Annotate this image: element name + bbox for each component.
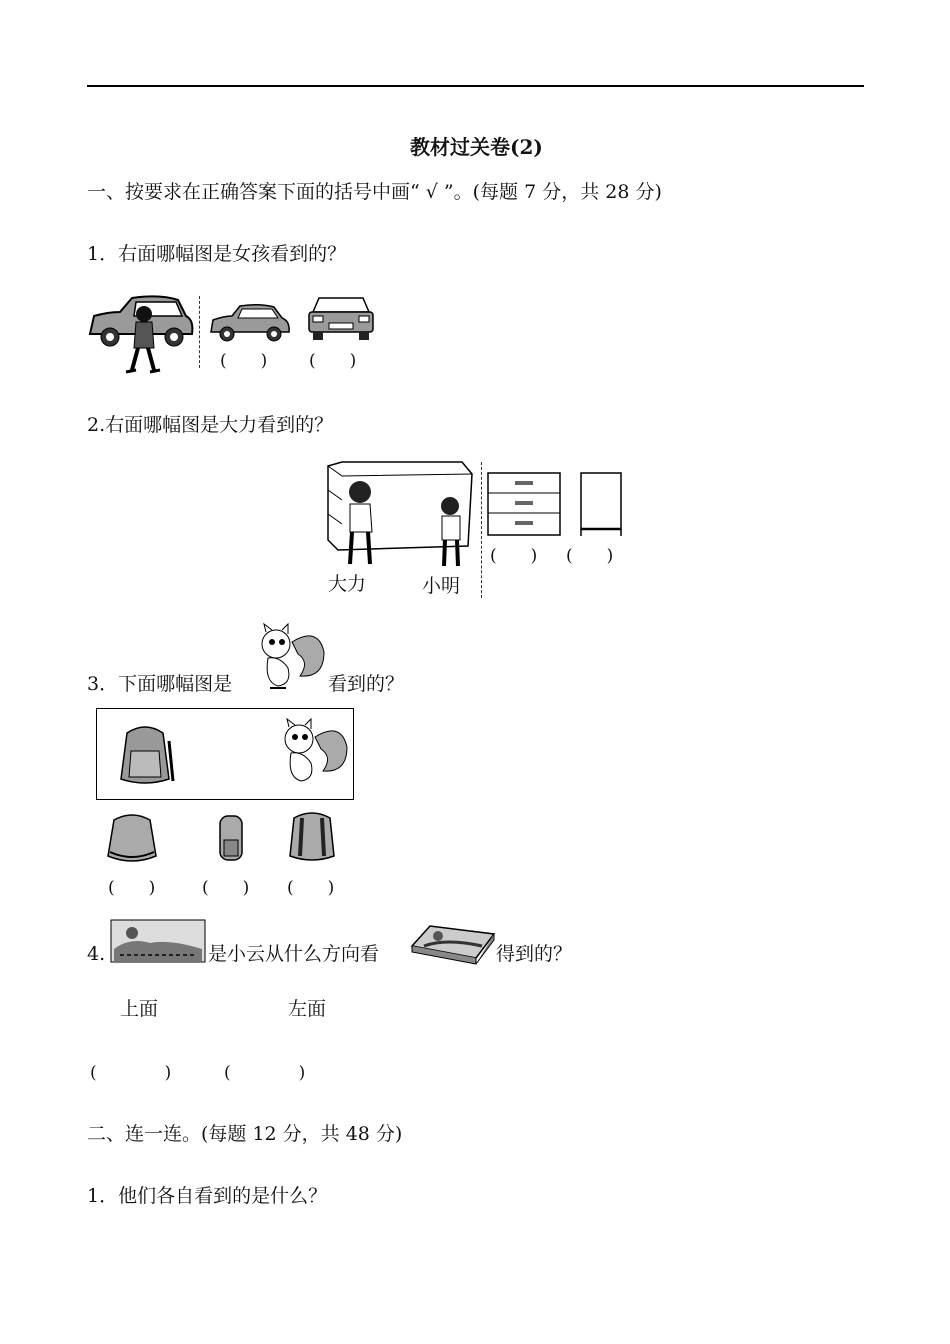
q3-text-before: 3．下面哪幅图是 <box>87 673 233 695</box>
q3-option-1[interactable]: ( ) <box>108 878 156 898</box>
q4-option-2[interactable]: ( ) <box>224 1063 306 1083</box>
q2-option-1[interactable]: ( ) <box>490 546 538 566</box>
q3-scene-box <box>96 708 354 800</box>
label-dali: 大力 <box>328 573 367 595</box>
q1-option-2[interactable]: ( ) <box>309 351 357 371</box>
picture-tilted-view-icon <box>410 920 496 964</box>
label-xiaoming: 小明 <box>422 575 461 597</box>
top-rule <box>87 85 864 87</box>
q2-divider <box>481 462 482 598</box>
q3-text-after: 看到的？ <box>328 673 405 695</box>
q4-choice-top: 上面 <box>120 998 159 1020</box>
q4-option-1[interactable]: ( ) <box>90 1063 172 1083</box>
car-front-view <box>307 294 375 342</box>
q1-text: 1．右面哪幅图是女孩看到的？ <box>87 243 347 265</box>
q4-choice-left: 左面 <box>288 998 327 1020</box>
q2-option-2[interactable]: ( ) <box>566 546 614 566</box>
backpack-front-icon <box>104 812 160 864</box>
section2-q1-text: 1．他们各自看到的是什么？ <box>87 1185 328 1207</box>
section1-heading: 一、按要求在正确答案下面的括号中画“ √ ”。(每题 7 分，共 28 分) <box>87 181 662 203</box>
car-side-view <box>208 302 292 344</box>
backpack-icon <box>115 721 175 787</box>
q4-text-after: 得到的？ <box>496 943 573 965</box>
squirrel-icon <box>252 622 326 694</box>
q2-text: 2.右面哪幅图是大力看到的？ <box>87 414 334 436</box>
q4-number: 4. <box>87 943 106 965</box>
girl-with-car-image <box>86 292 196 378</box>
squirrel-in-scene-icon <box>275 717 349 789</box>
backpack-side-icon <box>216 812 246 864</box>
backpack-back-icon <box>286 810 338 864</box>
q3-option-3[interactable]: ( ) <box>287 878 335 898</box>
landscape-picture-icon <box>110 919 206 963</box>
page-title: 教材过关卷(2) <box>410 135 543 159</box>
dresser-side-view <box>580 472 622 536</box>
q1-divider <box>199 296 200 368</box>
dresser-with-boys-image <box>322 460 472 572</box>
q3-option-2[interactable]: ( ) <box>202 878 250 898</box>
dresser-front-view <box>487 472 561 536</box>
q4-text-mid: 是小云从什么方向看 <box>208 943 380 965</box>
q1-option-1[interactable]: ( ) <box>220 351 268 371</box>
section2-heading: 二、连一连。(每题 12 分，共 48 分) <box>87 1123 403 1145</box>
